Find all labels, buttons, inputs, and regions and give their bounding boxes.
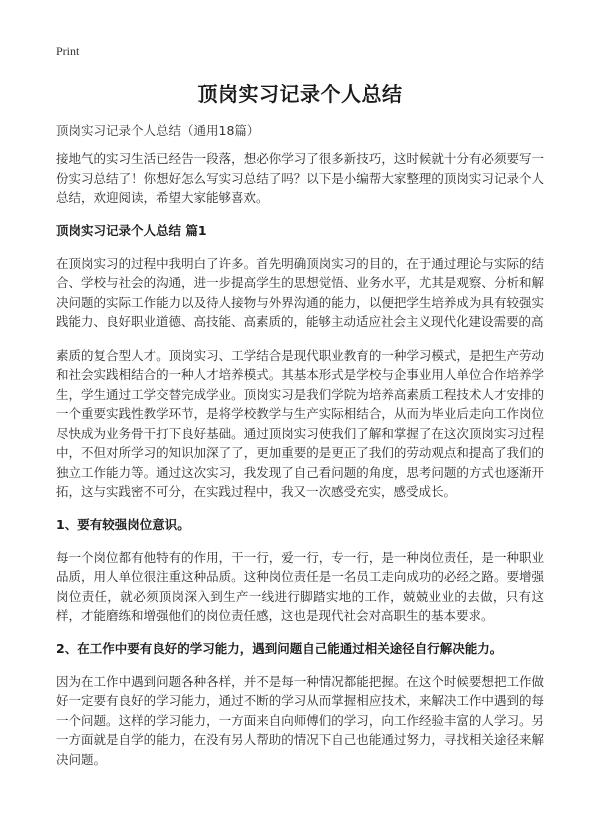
body-paragraph-4: 因为在工作中遇到问题各种各样，并不是每一种情况都能把握。在这个时候要想把工作做好一定要有良好的学习能力，通过不断的学习从而掌握相应技术，来解决工作中遇到的每一个问题。这样的学习能力，一方面来自向师傅们的学习，向工作经验丰富的人学习。另一方面就是自学的能力，在没有另人帮助的情况下自己也能通过努力，寻找相关途径来解决问题。 <box>56 673 544 767</box>
document-body <box>56 122 544 783</box>
subheading-2: 2、在工作中要有良好的学习能力，遇到问题自己能通过相关途径自行解决能力。 <box>56 640 503 656</box>
body-paragraph-1: 在顶岗实习的过程中我明白了许多。首先明确顶岗实习的目的，在于通过理论与实际的结合、学校与社会的沟通，进一步提高学生的思想觉悟、业务水平，尤其是观察、分析和解决问题的实际工作能力以及待人接物与外界沟通的能力，以便把学生培养成为具有较强实践能力、良好职业道德、高技能、高素质的，能够主动适应社会主义现代化建设需要的高 <box>56 255 544 329</box>
body-paragraph-2: 素质的复合型人才。顶岗实习、工学结合是现代职业教育的一种学习模式，是把生产劳动和社会实践相结合的一种人才培养模式。其基本形式是学校与企事业用人单位合作培养学生，学生通过工学交替完成学业。顶岗实习是我们学院为培养高素质工程技术人才安排的一个重要实践性教学环节，是将学校教学与生产实际相结合，从而为毕业后走向工作岗位尽快成为业务骨干打下良好基础。通过顶岗实习使我们了解和掌握了在这次顶岗实习过程中，不但对所学习的知识加深了了，更加重要的是更正了我们的劳动观点和提高了我们的独立工作能力等。通过这次实习，我发现了自己看问题的角度，思考问题的方式也逐渐开拓，这与实践密不可分，在实践过程中，我又一次感受充实，感受成长。 <box>56 347 544 499</box>
subheading-1: 1、要有较强岗位意识。 <box>56 516 190 532</box>
page-title: 顶岗实习记录个人总结 <box>197 82 403 106</box>
body-paragraph-3: 每一个岗位都有他特有的作用，干一行，爱一行，专一行，是一种岗位责任，是一种职业品质，用人单位很注重这种品质。这种岗位责任是一名员工走向成功的必经之路。要增强岗位责任，就必须顶岗深入到生产一线进行脚踏实地的工作，兢兢业业的去做，只有这样，才能磨练和增强他们的岗位责任感，这也是现代社会对高职生的基本要求。 <box>56 549 544 623</box>
print-link[interactable]: Print <box>56 44 80 58</box>
intro-paragraph: 接地气的实习生活已经告一段落，想必你学习了很多新技巧，这时候就十分有必须要写一份实习总结了！你想好怎么写实习总结了吗？以下是小编帮大家整理的顶岗实习记录个人总结，欢迎阅读，希望大家能够喜欢。 <box>56 151 544 205</box>
section-title: 顶岗实习记录个人总结 篇1 <box>56 222 207 238</box>
document-subtitle: 顶岗实习记录个人总结（通用18篇） <box>56 123 260 138</box>
